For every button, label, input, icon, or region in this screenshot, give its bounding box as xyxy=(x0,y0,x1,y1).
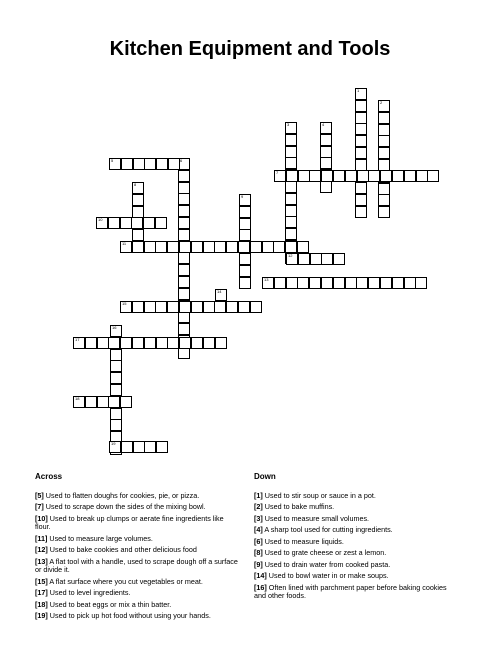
grid-cell[interactable] xyxy=(250,241,262,253)
cell-number: 12 xyxy=(288,253,293,258)
grid-cell[interactable] xyxy=(108,217,120,229)
grid-cell[interactable] xyxy=(356,277,368,289)
cell-number: 17 xyxy=(75,337,80,342)
grid-cell[interactable] xyxy=(168,158,183,170)
across-clue xyxy=(35,515,240,532)
down-clue xyxy=(254,515,459,524)
clue-number: [12] xyxy=(35,545,48,554)
grid-cell[interactable] xyxy=(378,206,390,218)
clue-number: [2] xyxy=(254,502,263,511)
grid-cell[interactable] xyxy=(214,301,226,313)
grid-cell[interactable] xyxy=(191,337,203,349)
grid-cell[interactable] xyxy=(355,194,367,206)
grid-cell[interactable] xyxy=(110,408,122,420)
grid-cell[interactable] xyxy=(380,277,392,289)
cell-number: 14 xyxy=(217,289,222,294)
clue-text: Used to break up clumps or aerate fine ingredients like flour. xyxy=(35,513,224,531)
grid-cell[interactable] xyxy=(214,241,226,253)
grid-cell[interactable] xyxy=(191,301,203,313)
grid-cell[interactable] xyxy=(274,170,286,182)
clue-number: [18] xyxy=(35,599,48,609)
grid-cell[interactable] xyxy=(333,277,345,289)
grid-cell[interactable] xyxy=(97,396,109,408)
grid-cell[interactable] xyxy=(96,217,108,229)
grid-cell[interactable] xyxy=(309,170,321,182)
cell-number: 16 xyxy=(112,325,117,330)
grid-cell[interactable] xyxy=(120,241,132,253)
grid-cell[interactable] xyxy=(178,170,190,182)
down-clue xyxy=(254,526,459,535)
grid-cell[interactable] xyxy=(320,146,332,158)
grid-cell[interactable] xyxy=(238,241,250,253)
grid-cell[interactable] xyxy=(109,441,121,453)
grid-cell[interactable] xyxy=(203,241,215,253)
cell-number: 7 xyxy=(276,170,279,175)
grid-cell[interactable] xyxy=(85,337,97,349)
grid-cell[interactable] xyxy=(108,396,120,408)
grid-cell[interactable] xyxy=(262,241,274,253)
grid-cell[interactable] xyxy=(167,301,179,313)
clue-text: Used to measure liquids. xyxy=(264,536,344,546)
grid-cell[interactable] xyxy=(144,301,156,313)
grid-cell[interactable] xyxy=(378,194,390,206)
grid-cell[interactable] xyxy=(239,194,251,206)
grid-cell[interactable] xyxy=(133,158,145,170)
grid-cell[interactable] xyxy=(239,253,251,265)
across-clue xyxy=(35,601,240,610)
grid-cell[interactable] xyxy=(345,277,357,289)
clue-number: [1] xyxy=(254,490,263,500)
grid-cell[interactable] xyxy=(120,396,132,408)
grid-cell[interactable] xyxy=(132,241,144,253)
grid-cell[interactable] xyxy=(285,146,297,158)
grid-cell[interactable] xyxy=(239,265,251,277)
grid-cell[interactable] xyxy=(427,170,439,182)
grid-cell[interactable] xyxy=(378,124,390,136)
grid-cell[interactable] xyxy=(203,337,215,349)
grid-cell[interactable] xyxy=(109,158,121,170)
across-clue xyxy=(35,546,240,555)
across-clue xyxy=(35,492,240,501)
clue-text: A sharp tool used for cutting ingredients. xyxy=(264,525,393,534)
grid-cell[interactable] xyxy=(345,170,357,182)
grid-cell[interactable] xyxy=(285,134,297,146)
down-clue xyxy=(254,538,459,547)
grid-cell[interactable] xyxy=(239,218,251,230)
grid-cell[interactable] xyxy=(156,441,168,453)
grid-cell[interactable] xyxy=(226,301,238,313)
cell-number: 11 xyxy=(122,241,127,246)
clue-number: [16] xyxy=(254,582,267,592)
clue-text: Used to drain water from cooked pasta. xyxy=(264,559,391,569)
puzzle-title: Kitchen Equipment and Tools xyxy=(109,38,391,60)
grid-cell[interactable] xyxy=(179,301,191,313)
grid-cell[interactable] xyxy=(273,241,285,253)
grid-cell[interactable] xyxy=(132,301,144,313)
grid-cell[interactable] xyxy=(132,182,144,194)
grid-cell[interactable] xyxy=(144,337,156,349)
across-clue xyxy=(35,578,240,587)
grid-cell[interactable] xyxy=(310,253,322,265)
grid-cell[interactable] xyxy=(355,206,367,218)
grid-cell[interactable] xyxy=(110,325,122,337)
grid-cell[interactable] xyxy=(368,277,380,289)
grid-cell[interactable] xyxy=(250,301,262,313)
grid-cell[interactable] xyxy=(415,277,427,289)
cell-number: 15 xyxy=(122,301,127,306)
grid-cell[interactable] xyxy=(120,337,132,349)
grid-cell[interactable] xyxy=(404,277,416,289)
grid-cell[interactable] xyxy=(297,277,309,289)
grid-cell[interactable] xyxy=(178,323,190,335)
grid-cell[interactable] xyxy=(131,217,143,229)
grid-cell[interactable] xyxy=(239,277,251,289)
grid-cell[interactable] xyxy=(286,277,298,289)
grid-cell[interactable] xyxy=(286,253,298,265)
grid-cell[interactable] xyxy=(120,217,132,229)
grid-cell[interactable] xyxy=(121,441,133,453)
clue-number: [5] xyxy=(35,490,44,500)
grid-cell[interactable] xyxy=(380,170,392,182)
grid-cell[interactable] xyxy=(215,337,227,349)
grid-cell[interactable] xyxy=(320,134,332,146)
grid-cell[interactable] xyxy=(167,337,179,349)
clue-text: Often lined with parchment paper before baking cookies and other foods. xyxy=(254,582,447,600)
cell-number: 3 xyxy=(287,122,290,127)
grid-cell[interactable] xyxy=(108,337,120,349)
clue-number: [9] xyxy=(254,559,263,569)
grid-cell[interactable] xyxy=(238,301,250,313)
grid-cell[interactable] xyxy=(357,170,369,182)
grid-cell[interactable] xyxy=(321,170,333,182)
grid-cell[interactable] xyxy=(203,301,215,313)
clue-number: [15] xyxy=(35,576,48,586)
grid-cell[interactable] xyxy=(392,170,404,182)
grid-cell[interactable] xyxy=(155,301,167,313)
grid-cell[interactable] xyxy=(144,241,156,253)
grid-cell[interactable] xyxy=(110,349,122,361)
clue-text: Used to grate cheese or zest a lemon. xyxy=(264,548,387,557)
cell-number: 2 xyxy=(380,100,383,105)
down-clue xyxy=(254,503,459,512)
grid-cell[interactable] xyxy=(239,229,251,241)
grid-cell[interactable] xyxy=(178,288,190,300)
grid-cell[interactable] xyxy=(97,337,109,349)
grid-cell[interactable] xyxy=(355,112,367,124)
grid-cell[interactable] xyxy=(355,100,367,112)
across-clue xyxy=(35,612,240,621)
clue-number: [19] xyxy=(35,611,48,620)
grid-cell[interactable] xyxy=(73,337,85,349)
cell-number: 19 xyxy=(111,441,116,446)
cell-number: 1 xyxy=(357,88,360,93)
across-clue xyxy=(35,558,240,575)
grid-cell[interactable] xyxy=(355,135,367,147)
down-clue xyxy=(254,572,459,581)
clue-number: [11] xyxy=(35,533,48,543)
down-heading: Down xyxy=(254,472,276,481)
grid-cell[interactable] xyxy=(285,122,297,134)
grid-cell[interactable] xyxy=(285,193,297,205)
across-clue xyxy=(35,535,240,544)
grid-cell[interactable] xyxy=(392,277,404,289)
grid-cell[interactable] xyxy=(355,159,367,171)
grid-cell[interactable] xyxy=(321,253,333,265)
grid-cell[interactable] xyxy=(110,419,122,431)
clue-number: [17] xyxy=(35,588,48,597)
grid-cell[interactable] xyxy=(285,181,297,193)
grid-cell[interactable] xyxy=(285,216,297,228)
clue-number: [7] xyxy=(35,502,44,511)
grid-cell[interactable] xyxy=(110,384,122,396)
grid-cell[interactable] xyxy=(378,135,390,147)
cell-number: 9 xyxy=(241,194,244,199)
grid-cell[interactable] xyxy=(132,229,144,241)
clue-number: [13] xyxy=(35,556,48,566)
clue-text: Used to pick up hot food without using your hands. xyxy=(49,611,211,620)
grid-cell[interactable] xyxy=(285,228,297,240)
grid-cell[interactable] xyxy=(144,441,156,453)
grid-cell[interactable] xyxy=(416,170,428,182)
grid-cell[interactable] xyxy=(285,241,297,253)
grid-cell[interactable] xyxy=(178,217,190,229)
down-clue xyxy=(254,549,459,558)
clue-number: [14] xyxy=(254,571,267,580)
cell-number: 6 xyxy=(180,158,183,163)
grid-cell[interactable] xyxy=(355,88,367,100)
grid-cell[interactable] xyxy=(179,241,191,253)
cell-number: 8 xyxy=(134,182,137,187)
grid-cell[interactable] xyxy=(132,194,144,206)
grid-cell[interactable] xyxy=(155,217,167,229)
grid-cell[interactable] xyxy=(355,182,367,194)
grid-cell[interactable] xyxy=(178,276,190,288)
cell-number: 4 xyxy=(322,122,325,127)
down-clues xyxy=(254,473,459,604)
down-clue xyxy=(254,492,459,501)
grid-cell[interactable] xyxy=(178,182,190,194)
clue-number: [6] xyxy=(254,536,263,546)
grid-cell[interactable] xyxy=(298,253,310,265)
grid-cell[interactable] xyxy=(285,205,297,217)
down-clue xyxy=(254,584,459,601)
clue-text: A flat tool with a handle, used to scrape dough off a surface or divide it. xyxy=(35,556,238,574)
grid-cell[interactable] xyxy=(178,311,190,323)
grid-cell[interactable] xyxy=(178,205,190,217)
cell-number: 13 xyxy=(264,277,269,282)
across-clue xyxy=(35,589,240,598)
clue-number: [4] xyxy=(254,525,263,534)
grid-cell[interactable] xyxy=(297,241,309,253)
grid-cell[interactable] xyxy=(85,396,97,408)
grid-cell[interactable] xyxy=(215,289,227,301)
clue-text: Used to bake muffins. xyxy=(264,502,335,511)
grid-cell[interactable] xyxy=(298,170,310,182)
grid-cell[interactable] xyxy=(143,217,155,229)
clue-text: Used to scrape down the sides of the mixing bowl. xyxy=(45,502,206,511)
grid-cell[interactable] xyxy=(378,112,390,124)
across-heading: Across xyxy=(35,472,63,481)
clue-number: [8] xyxy=(254,548,263,557)
grid-cell[interactable] xyxy=(178,264,190,276)
grid-cell[interactable] xyxy=(132,337,144,349)
clue-text: Used to flatten doughs for cookies, pie, or pizza. xyxy=(45,490,200,500)
grid-cell[interactable] xyxy=(378,183,390,195)
grid-cell[interactable] xyxy=(333,170,345,182)
grid-cell[interactable] xyxy=(286,170,298,182)
cell-number: 18 xyxy=(75,396,80,401)
clue-number: [10] xyxy=(35,513,48,523)
grid-cell[interactable] xyxy=(156,337,168,349)
clue-text: Used to stir soup or sauce in a pot. xyxy=(264,490,376,500)
grid-cell[interactable] xyxy=(333,253,345,265)
down-clue xyxy=(254,561,459,570)
grid-cell[interactable] xyxy=(73,396,85,408)
clue-number: [3] xyxy=(254,513,263,523)
grid-cell[interactable] xyxy=(378,147,390,159)
clue-text: Used to beat eggs or mix a thin batter. xyxy=(49,599,172,609)
grid-cell[interactable] xyxy=(404,170,416,182)
clue-text: A flat surface where you cut vegetables or meat. xyxy=(49,576,203,586)
grid-cell[interactable] xyxy=(368,170,380,182)
across-clues xyxy=(35,473,240,624)
grid-cell[interactable] xyxy=(226,241,238,253)
grid-cell[interactable] xyxy=(355,147,367,159)
grid-cell[interactable] xyxy=(156,158,168,170)
grid-cell[interactable] xyxy=(121,158,133,170)
grid-cell[interactable] xyxy=(274,277,286,289)
grid-cell[interactable] xyxy=(133,441,145,453)
grid-cell[interactable] xyxy=(320,157,332,169)
grid-cell[interactable] xyxy=(178,229,190,241)
grid-cell[interactable] xyxy=(120,301,132,313)
grid-cell[interactable] xyxy=(144,158,156,170)
grid-cell[interactable] xyxy=(262,277,274,289)
across-clue xyxy=(35,503,240,512)
grid-cell[interactable] xyxy=(355,123,367,135)
grid-cell[interactable] xyxy=(378,100,390,112)
grid-cell[interactable] xyxy=(321,277,333,289)
clue-text: Used to bowl water in or make soups. xyxy=(268,571,389,580)
grid-cell[interactable] xyxy=(191,241,203,253)
clue-text: Used to measure small volumes. xyxy=(264,513,370,523)
grid-cell[interactable] xyxy=(239,206,251,218)
grid-cell[interactable] xyxy=(309,277,321,289)
grid-cell[interactable] xyxy=(320,181,332,193)
cell-number: 10 xyxy=(98,217,103,222)
clue-text: Used to measure large volumes. xyxy=(49,533,153,543)
grid-cell[interactable] xyxy=(179,337,191,349)
grid-cell[interactable] xyxy=(110,360,122,372)
grid-cell[interactable] xyxy=(320,122,332,134)
grid-cell[interactable] xyxy=(155,241,167,253)
grid-cell[interactable] xyxy=(285,157,297,169)
grid-cell[interactable] xyxy=(178,193,190,205)
grid-cell[interactable] xyxy=(132,206,144,218)
clue-text: Used to bake cookies and other delicious food xyxy=(49,545,197,554)
grid-cell[interactable] xyxy=(110,372,122,384)
grid-cell[interactable] xyxy=(167,241,179,253)
clue-text: Used to level ingredients. xyxy=(49,588,131,597)
grid-cell[interactable] xyxy=(178,252,190,264)
cell-number: 5 xyxy=(111,158,114,163)
